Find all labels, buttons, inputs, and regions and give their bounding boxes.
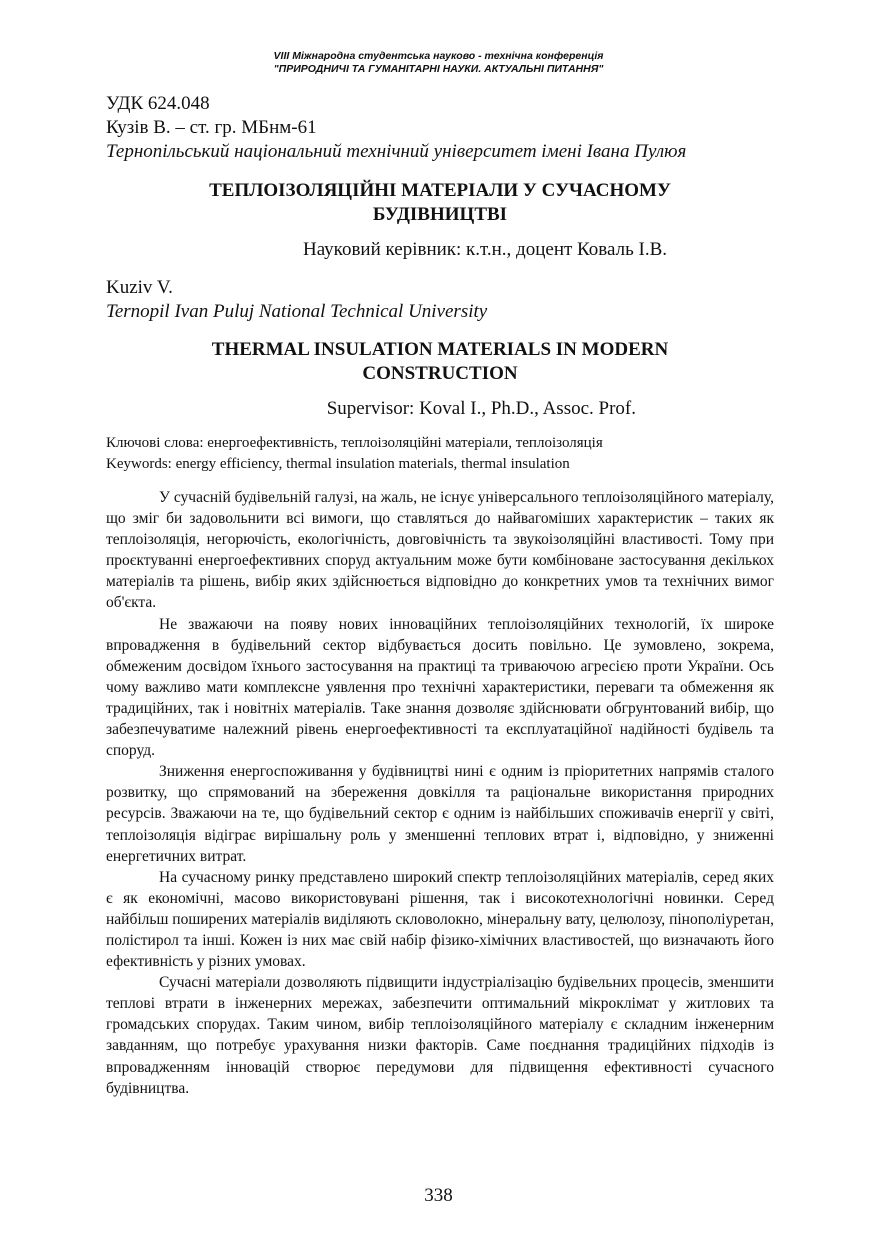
affiliation-ua: Тернопільський національний технічний університет імені Івана Пулюя — [106, 141, 687, 162]
paragraph: На сучасному ринку представлено широкий спектр теплоізоляційних матеріалів, серед яких є як економічні, масово використовувані рішення, так і високотехнологічні новинки. Серед найбільш поширених матеріалів виділяють скловолокно, мінеральну вату, целюлозу, пінополіуретан, полістирол та інші. Кожен із них має свій набір фізико-хімічних властивостей, що визначають його ефективність у різних умовах. — [106, 868, 774, 971]
author-en: Kuziv V. — [106, 277, 173, 298]
author-ua: Кузів В. – ст. гр. МБнм-61 — [106, 117, 317, 138]
paragraph: Зниження енергоспоживання у будівництві нині є одним із пріоритетних напрямів сталого розвитку, що спрямований на збереження довкілля та раціональне використання природних ресурсів. Зважаючи на те, що будівельний сектор є одним із найбільших споживачів енергії у світі, теплоізоляція відіграє вирішальну роль у зменшенні теплових втрат і, відповідно, у зниженні енергетичних витрат. — [106, 763, 774, 865]
title-ua: ТЕПЛОІЗОЛЯЦІЙНІ МАТЕРІАЛИ У СУЧАСНОМУ БУДІВНИЦТВІ — [209, 180, 671, 225]
page-number: 338 — [424, 1185, 453, 1206]
article-body — [106, 487, 774, 1099]
title-en: THERMAL INSULATION MATERIALS IN MODERN CONSTRUCTION — [211, 339, 669, 384]
ua-metadata — [106, 92, 774, 164]
udc-code: УДК 624.048 — [106, 93, 210, 114]
affiliation-en: Ternopil Ivan Puluj National Technical University — [106, 301, 488, 322]
keywords-en: Keywords: energy efficiency, thermal insulation materials, thermal insulation — [106, 456, 570, 472]
supervisor-en: Supervisor: Koval I., Ph.D., Assoc. Prof. — [326, 398, 636, 419]
conference-header-line-1: VIII Міжнародна студентська науково - технічна конференція — [273, 50, 604, 62]
paragraph: Не зважаючи на появу нових інноваційних теплоізоляційних технологій, їх широке впровадження в будівельний сектор відбувається досить повільно. Це зумовлено, зокрема, обмеженим досвідом їхнього застосування на практиці та триваючою агресією проти України. Ось чому важливо мати комплексне уявлення про технічні характеристики, переваги та обмеження як традиційних, так і новітніх матеріалів. Таке знання дозволяє здійснювати обгрунтований вибір, що забезпечуватиме належний рівень енергоефективності та експлуатаційної надійності будівель та споруд. — [106, 615, 774, 760]
paragraph: У сучасній будівельній галузі, на жаль, не існує універсального теплоізоляційного матеріалу, що зміг би задовольнити всі вимоги, що ставляться до найвагоміших характеристик – таких як теплоізоляція, негорючість, екологічність, довговічність та звукоізоляційні властивості. Тому при проєктуванні енергоефективних споруд актуальним може бути комбіноване застосування декількох матеріалів та рішень, вибір яких здійснюється відповідно до конкретних умов та технічних вимог об'єкта. — [106, 489, 774, 612]
keywords-ua: Ключові слова: енергоефективність, теплоізоляційні матеріали, теплоізоляція — [106, 435, 603, 451]
supervisor-ua: Науковий керівник: к.т.н., доцент Коваль І.В. — [302, 239, 667, 260]
paragraph: Сучасні матеріали дозволяють підвищити індустріалізацію будівельних процесів, зменшити теплові втрати в інженерних мережах, забезпечити оптимальний мікроклімат у житлових та громадських спорудах. Таким чином, вибір теплоізоляційного матеріалу є складним інженерним завданням, що потребує урахування низки факторів. Саме поєднання традиційних підходів із впровадженням інновацій створює передумови для підвищення ефективності сучасного будівництва. — [106, 974, 774, 1097]
en-metadata — [106, 276, 774, 324]
conference-header — [0, 50, 877, 76]
conference-header-line-2: "ПРИРОДНИЧІ ТА ГУМАНІТАРНІ НАУКИ. АКТУАЛЬНІ ПИТАННЯ" — [273, 63, 604, 75]
keywords-block — [106, 433, 774, 475]
